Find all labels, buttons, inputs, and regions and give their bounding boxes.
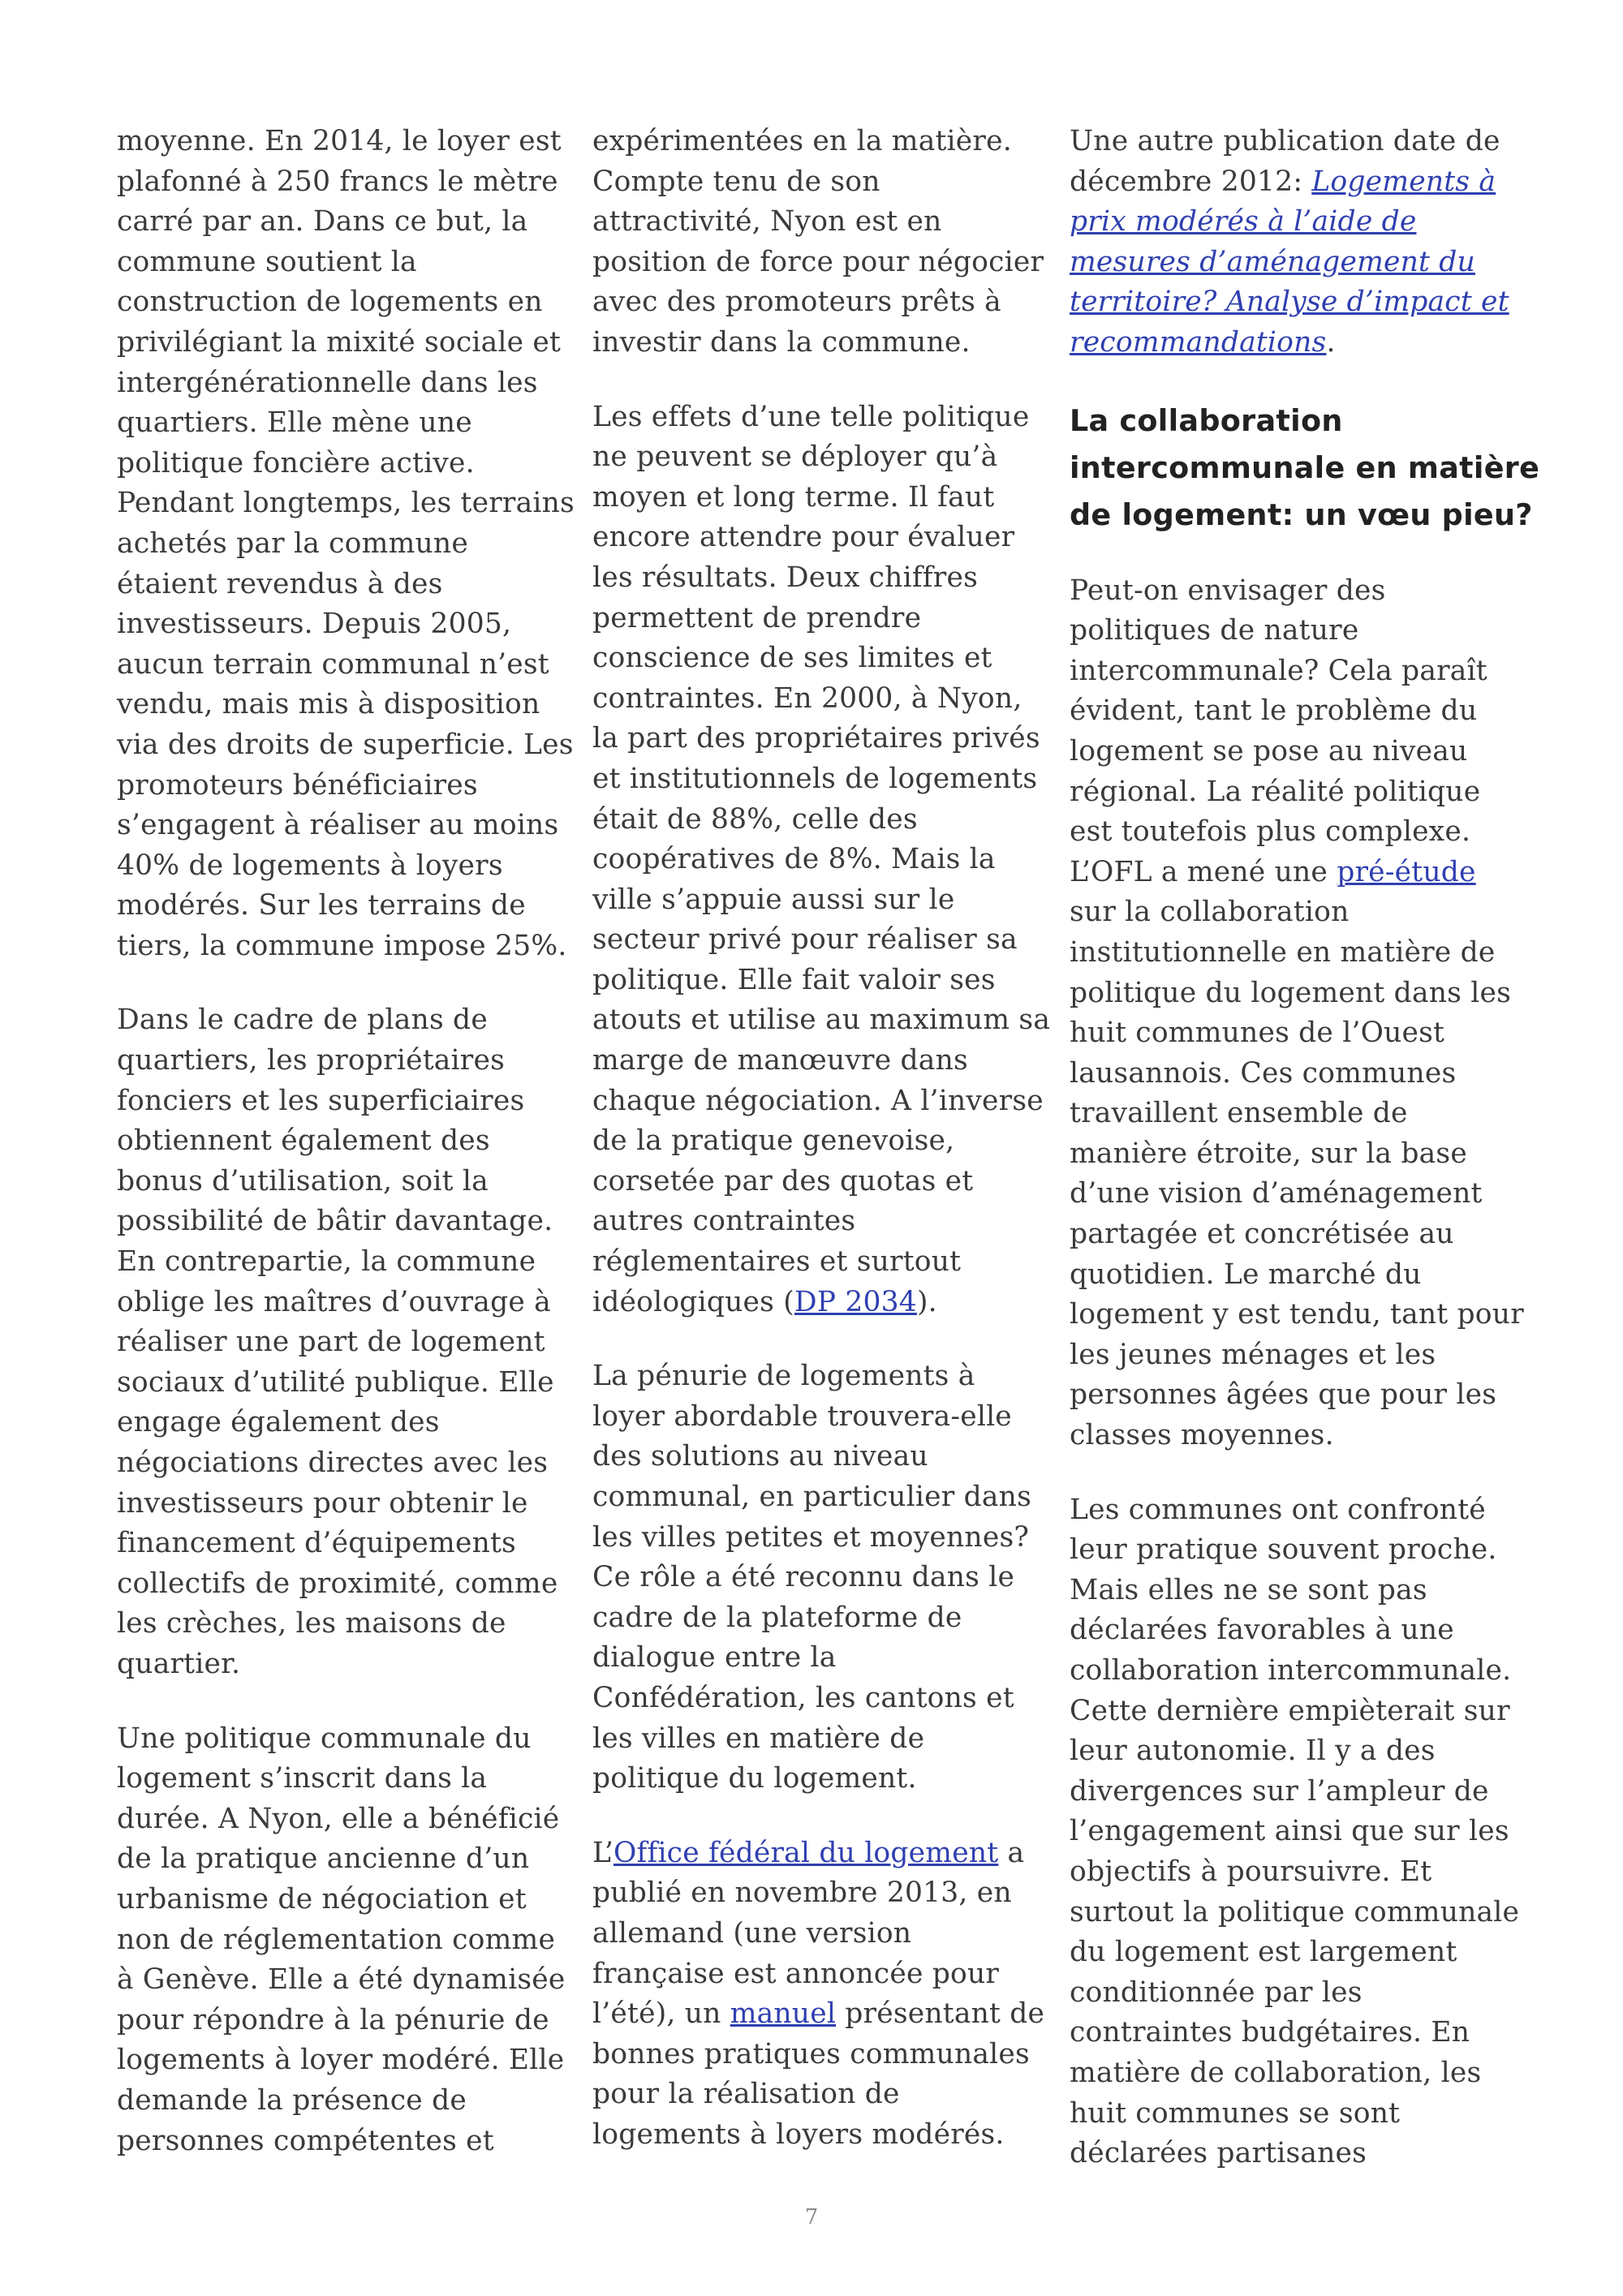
text-line: divergences sur l’ampleur de xyxy=(1070,1774,1489,1808)
text-line: déclarées favorables à une xyxy=(1070,1614,1454,1647)
text-line: logements à loyers modérés. xyxy=(592,2118,1005,2151)
text-line: quartier. xyxy=(117,1647,241,1680)
text-line: investisseurs. Depuis 2005, xyxy=(117,608,512,641)
text-line: française est annoncée pour xyxy=(592,1957,1000,1990)
paragraph xyxy=(592,398,1051,1323)
text-line xyxy=(592,1283,1037,1323)
text-line: fonciers et les superficiaires xyxy=(117,1084,525,1117)
text-line: non de réglementation comme xyxy=(117,1923,556,1956)
text-line: Dans le cadre de plans de xyxy=(117,1004,488,1037)
paragraph-lines xyxy=(592,1873,1037,1994)
text-line: les crèches, les maisons de xyxy=(117,1607,506,1640)
text-line: huit communes se sont xyxy=(1070,2096,1401,2130)
text-line: cadre de la plateforme de xyxy=(592,1601,962,1634)
text-line: ville s’appuie aussi sur le xyxy=(592,883,955,916)
text-line: commune soutient la xyxy=(117,245,417,278)
text-line: à Genève. Elle a été dynamisée xyxy=(117,1963,566,1997)
text-line: via des droits de superficie. Les xyxy=(117,728,574,761)
paragraph-lines xyxy=(592,398,1051,1283)
text-line: bonus d’utilisation, soit la xyxy=(117,1164,489,1197)
text-line: déclarées partisanes xyxy=(1070,2137,1367,2170)
text-line: possibilité de bâtir davantage. xyxy=(117,1205,553,1238)
text-line: huit communes de l’Ouest xyxy=(1070,1017,1445,1050)
text-line: aucun terrain communal n’est xyxy=(117,647,549,681)
paragraph xyxy=(117,122,575,966)
text-fragment: décembre 2012: xyxy=(1070,165,1312,198)
text-line xyxy=(592,1834,1037,1874)
text-line: du logement est largement xyxy=(1070,1936,1457,1969)
text-line: Peut-on envisager des xyxy=(1070,574,1386,607)
paragraph xyxy=(117,1000,562,1684)
text-line: Cette dernière empièterait sur xyxy=(1070,1694,1510,1727)
text-line: les jeunes ménages et les xyxy=(1070,1338,1436,1371)
text-line: engage également des xyxy=(117,1406,440,1439)
text-line: intercommunale en matière xyxy=(1070,449,1540,485)
text-line: investisseurs pour obtenir le xyxy=(117,1486,528,1520)
text-line: classes moyennes. xyxy=(1070,1419,1334,1452)
paragraph xyxy=(1070,122,1514,363)
text-line: 40% de logements à loyers xyxy=(117,849,503,882)
text-line: avec des promoteurs prêts à xyxy=(592,286,1001,319)
text-line: et institutionnels de logements xyxy=(592,762,1038,795)
text-line: Confédération, les cantons et xyxy=(592,1681,1014,1714)
text-line: achetés par la commune xyxy=(117,527,468,560)
text-line: privilégiant la mixité sociale et xyxy=(117,325,562,359)
text-line: moyenne. En 2014, le loyer est xyxy=(117,125,562,157)
text-line: de la pratique ancienne d’un xyxy=(117,1842,530,1876)
text-line: secteur privé pour réaliser sa xyxy=(592,923,1018,957)
text-line: allemand (une version xyxy=(592,1916,912,1950)
text-line: permettent de prendre xyxy=(592,601,922,634)
text-line: travaillent ensemble de xyxy=(1070,1097,1408,1130)
text-line: Une politique communale du xyxy=(117,1722,532,1755)
text-line: Les effets d’une telle politique xyxy=(592,400,1030,433)
text-line: est toutefois plus complexe. xyxy=(1070,815,1471,849)
text-line: leur autonomie. Il y a des xyxy=(1070,1735,1436,1768)
text-line: politique du logement dans les xyxy=(1070,976,1511,1009)
publication-link-line-2[interactable]: prix modérés à l’aide de xyxy=(1070,205,1417,239)
text-line xyxy=(1070,323,1514,363)
text-line: En contrepartie, la commune xyxy=(117,1245,536,1279)
text-line: s’engagent à réaliser au moins xyxy=(117,809,559,842)
text-line: conscience de ses limites et xyxy=(592,642,992,675)
text-line: bonnes pratiques communales xyxy=(592,2037,1030,2070)
paragraph xyxy=(592,1834,1045,2156)
text-line: les villes petites et moyennes? xyxy=(592,1520,1030,1554)
page-number: 7 xyxy=(804,2205,819,2229)
text-line: collaboration intercommunale. xyxy=(1070,1654,1512,1687)
text-line: publié en novembre 2013, en xyxy=(592,1877,1012,1910)
text-line: les résultats. Deux chiffres xyxy=(592,561,978,594)
text-line: communal, en particulier dans xyxy=(592,1481,1032,1513)
text-line xyxy=(1070,282,1514,323)
text-line: encore attendre pour évaluer xyxy=(592,521,1015,554)
publication-link-line-4[interactable]: territoire? Analyse d’impact et xyxy=(1070,286,1509,319)
text-line: obtiennent également des xyxy=(117,1124,490,1158)
text-line: matière de collaboration, les xyxy=(1070,2056,1482,2089)
text-fragment: L’OFL a mené une xyxy=(1070,855,1337,888)
manuel-link[interactable]: manuel xyxy=(730,1997,837,2031)
paragraph-lines xyxy=(1070,571,1514,853)
text-line: quartiers, les propriétaires xyxy=(117,1044,505,1077)
text-line: logements à loyer modéré. Elle xyxy=(117,2044,565,2077)
text-line: contraintes. En 2000, à Nyon, xyxy=(592,681,1022,715)
text-line: Mais elles ne se sont pas xyxy=(1070,1573,1427,1606)
text-line: vendu, mais mis à disposition xyxy=(117,688,540,721)
text-line: institutionnelle en matière de xyxy=(1070,935,1496,969)
text-line: des solutions au niveau xyxy=(592,1440,928,1473)
text-line xyxy=(1070,202,1514,243)
text-fragment: a xyxy=(998,1836,1025,1869)
text-fragment: ). xyxy=(916,1285,937,1318)
pre-etude-link[interactable]: pré-étude xyxy=(1337,855,1476,888)
paragraph xyxy=(117,1719,566,2162)
text-line: pour la réalisation de xyxy=(592,2078,900,2111)
text-line: personnes âgées que pour les xyxy=(1070,1378,1497,1412)
paragraph xyxy=(592,1357,1037,1799)
text-line: manière étroite, sur la base xyxy=(1070,1137,1467,1170)
text-line: logement s’inscrit dans la xyxy=(117,1762,488,1795)
text-line: marge de manœuvre dans xyxy=(592,1044,968,1077)
text-line: négociations directes avec les xyxy=(117,1447,549,1479)
text-line: position de force pour négocier xyxy=(592,245,1044,278)
text-line: promoteurs bénéficiaires xyxy=(117,768,478,802)
text-line: construction de logements en xyxy=(117,286,543,319)
text-line: objectifs à poursuivre. Et xyxy=(1070,1855,1432,1888)
text-line: Une autre publication date de xyxy=(1070,125,1500,157)
text-line: quotidien. Le marché du xyxy=(1070,1258,1422,1291)
text-line: La pénurie de logements à xyxy=(592,1360,975,1393)
text-column-2 xyxy=(592,122,1051,2156)
paragraph xyxy=(1070,1490,1520,2174)
text-line: La collaboration xyxy=(1070,402,1343,438)
text-line: évident, tant le problème du xyxy=(1070,694,1478,728)
text-line: investir dans la commune. xyxy=(592,325,971,359)
text-line: coopératives de 8%. Mais la xyxy=(592,843,996,876)
text-line: lausannois. Ces communes xyxy=(1070,1056,1457,1090)
text-line: Pendant longtemps, les terrains xyxy=(117,487,575,520)
text-fragment: . xyxy=(1326,325,1336,359)
text-line: logement y est tendu, tant pour xyxy=(1070,1298,1524,1331)
text-line: Ce rôle a été reconnu dans le xyxy=(592,1561,1015,1594)
text-line: de logement: un vœu pieu? xyxy=(1070,497,1533,532)
text-column-1 xyxy=(117,122,575,2161)
text-line: durée. A Nyon, elle a bénéficié xyxy=(117,1802,560,1835)
paragraph xyxy=(592,122,1044,363)
text-line: tiers, la commune impose 25%. xyxy=(117,929,567,962)
text-line xyxy=(1070,243,1514,283)
section-heading xyxy=(1070,398,1540,539)
text-line: réglementaires et surtout xyxy=(592,1245,962,1279)
text-line: d’une vision d’aménagement xyxy=(1070,1177,1483,1210)
text-fragment: l’été), un xyxy=(592,1997,730,2031)
text-line: pour répondre à la pénurie de xyxy=(117,2003,549,2036)
text-fragment: présentant de xyxy=(836,1997,1045,2031)
text-line: surtout la politique communale xyxy=(1070,1895,1520,1928)
text-line: réaliser une part de logement xyxy=(117,1326,545,1359)
text-line: leur pratique souvent proche. xyxy=(1070,1533,1497,1567)
text-line: oblige les maîtres d’ouvrage à xyxy=(117,1285,551,1318)
text-line: financement d’équipements xyxy=(117,1527,516,1560)
text-line xyxy=(1070,853,1514,893)
text-line: autres contraintes xyxy=(592,1205,856,1238)
text-line: politique. Elle fait valoir ses xyxy=(592,963,996,996)
text-line: sur la collaboration xyxy=(1070,896,1350,929)
text-line: urbanisme de négociation et xyxy=(117,1882,527,1915)
text-fragment: idéologiques ( xyxy=(592,1285,794,1318)
text-line: demande la présence de xyxy=(117,2083,467,2117)
text-line: sociaux d’utilité publique. Elle xyxy=(117,1365,554,1399)
text-line: de la pratique genevoise, xyxy=(592,1124,955,1158)
text-line: collectifs de proximité, comme xyxy=(117,1567,558,1600)
paragraph-lines xyxy=(1070,892,1524,1455)
text-fragment: L’ xyxy=(592,1836,614,1869)
text-line: attractivité, Nyon est en xyxy=(592,205,942,239)
text-line: logement se pose au niveau xyxy=(1070,734,1468,767)
text-line: atouts et utilise au maximum sa xyxy=(592,1004,1051,1037)
text-line: loyer abordable trouvera-elle xyxy=(592,1400,1012,1433)
text-line: modérés. Sur les terrains de xyxy=(117,889,526,922)
text-line: chaque négociation. A l’inverse xyxy=(592,1084,1044,1117)
text-line: ne peuvent se déployer qu’à xyxy=(592,441,998,474)
text-line xyxy=(1070,162,1514,203)
text-line: régional. La réalité politique xyxy=(1070,775,1481,808)
text-line: carré par an. Dans ce but, la xyxy=(117,205,528,239)
text-line: les villes en matière de xyxy=(592,1722,925,1755)
text-line: était de 88%, celle des xyxy=(592,802,918,836)
text-line: dialogue entre la xyxy=(592,1641,837,1675)
text-line: étaient revendus à des xyxy=(117,567,443,600)
text-line: personnes compétentes et xyxy=(117,2124,494,2157)
office-federal-logement-link[interactable]: Office fédéral du logement xyxy=(613,1836,999,1869)
text-line: intergénérationnelle dans les xyxy=(117,366,538,399)
text-line: Compte tenu de son xyxy=(592,165,880,198)
text-line: politique du logement. xyxy=(592,1762,917,1795)
text-line: plafonné à 250 francs le mètre xyxy=(117,165,558,198)
text-line: moyen et long terme. Il faut xyxy=(592,480,995,514)
text-column-3 xyxy=(1070,122,1540,2174)
text-line: politique foncière active. xyxy=(117,446,475,479)
paragraph xyxy=(1070,571,1524,1456)
publication-link-line-3[interactable]: mesures d’aménagement du xyxy=(1070,245,1475,278)
text-line: contraintes budgétaires. En xyxy=(1070,2016,1470,2049)
text-line xyxy=(592,1994,1045,2035)
text-line: quartiers. Elle mène une xyxy=(117,406,472,440)
publication-link-line-5[interactable]: recommandations xyxy=(1070,325,1327,359)
text-line: corsetée par des quotas et xyxy=(592,1164,974,1197)
text-line: politiques de nature xyxy=(1070,614,1359,647)
text-line: l’engagement ainsi que sur les xyxy=(1070,1815,1509,1848)
text-line: la part des propriétaires privés xyxy=(592,722,1040,755)
text-line: partagée et concrétisée au xyxy=(1070,1218,1454,1251)
text-line: conditionnée par les xyxy=(1070,1976,1363,2009)
publication-link-line-1[interactable]: Logements à xyxy=(1311,165,1496,198)
text-line: Les communes ont confronté xyxy=(1070,1493,1486,1526)
dp-2034-link[interactable]: DP 2034 xyxy=(794,1285,917,1318)
paragraph-lines xyxy=(592,2035,1037,2156)
text-line: expérimentées en la matière. xyxy=(592,125,1012,157)
text-line: intercommunale? Cela paraît xyxy=(1070,654,1487,687)
